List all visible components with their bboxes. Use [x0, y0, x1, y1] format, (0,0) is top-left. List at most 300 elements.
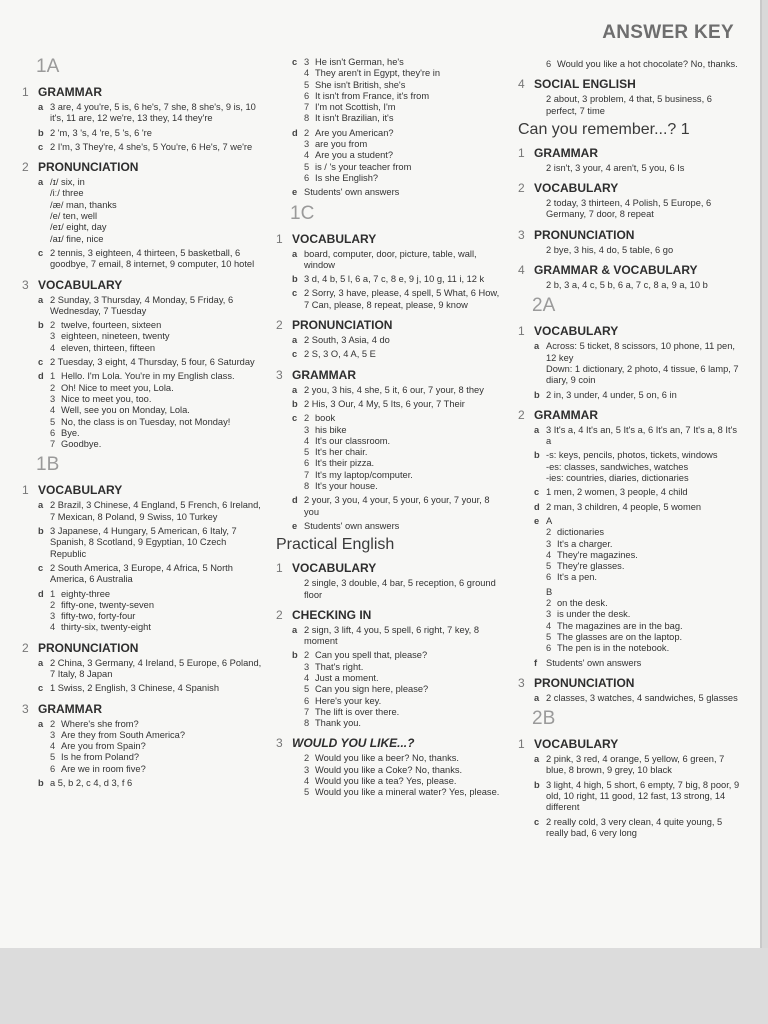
item-body: [304, 625, 506, 648]
answer-text: 2 pink, 3 red, 4 orange, 5 yellow, 6 green, 7 blue, 8 brown, 9 grey, 10 black: [546, 754, 725, 776]
item-body: [304, 385, 506, 396]
answer-text: 2 S, 3 O, 4 A, 5 E: [304, 349, 376, 360]
answer-number: 5: [546, 631, 552, 642]
answer-text: 2 Brazil, 3 Chinese, 4 England, 5 French, 6 Ireland, 7 Mexican, 8 Poland, 9 Swiss, 10 Turkey: [50, 500, 261, 522]
column-2: [276, 55, 506, 802]
exercise-title: [518, 146, 743, 160]
answer-item: [534, 693, 743, 704]
column-1: [22, 52, 262, 792]
answer-item: [534, 487, 743, 498]
exercise-section: [276, 736, 506, 798]
answer-text: 2 South America, 3 Europe, 4 Africa, 5 North America, 6 Australia: [50, 562, 233, 585]
item-letter: d: [292, 495, 298, 506]
answer-text: board, computer, door, picture, table, wall, window: [304, 248, 477, 270]
exercise-title-text: VOCABULARY: [38, 483, 123, 498]
answer-number: 1: [50, 371, 56, 382]
exercise-number: 2: [22, 160, 29, 175]
answer-number: 5: [50, 416, 56, 427]
answer-number: 3: [304, 139, 310, 150]
item-body: [50, 357, 262, 368]
unit-heading: 1B: [36, 454, 60, 476]
answer-text: 3 Japanese, 4 Hungary, 5 American, 6 Italy, 7 Spanish, 8 Scotland, 9 Egyptian, 10 Czech Republic: [50, 526, 237, 559]
item-body: [546, 487, 743, 498]
numbered-answer: [304, 650, 506, 661]
answer-item: [38, 177, 262, 245]
item-letter: a: [38, 500, 44, 511]
answer-number: 5: [304, 79, 310, 90]
answer-text: Oh! Nice to meet you, Lola.: [61, 382, 174, 393]
answer-item: [38, 778, 262, 789]
section-group-heading: Can you remember...? 1: [518, 120, 690, 138]
answer-item: [292, 495, 506, 518]
answer-text: Bye.: [61, 427, 80, 438]
answer-line: /ɪ/ six, in: [50, 177, 85, 188]
exercise-section: [518, 228, 743, 256]
answer-text: on the desk.: [557, 598, 608, 609]
item-body: [50, 295, 262, 318]
answer-number: 7: [50, 439, 56, 450]
item-body: [546, 390, 743, 401]
item-body: [546, 163, 743, 174]
numbered-answer: [304, 139, 506, 150]
numbered-answer: [304, 102, 506, 113]
exercise-section: [22, 160, 262, 270]
answer-text: 2 Sorry, 3 have, please, 4 spell, 5 What, 6 How, 7 Can, please, 8 repeat, please, 9 know: [304, 288, 500, 310]
answer-item: [38, 128, 262, 139]
answer-number: 5: [546, 561, 552, 572]
exercise-section: [518, 181, 743, 221]
exercise-title: [276, 232, 506, 246]
exercise-number: 3: [22, 277, 29, 292]
answer-item: [534, 502, 743, 513]
answer-number: 2: [304, 753, 310, 764]
answer-number: 3: [50, 611, 56, 622]
item-letter: f: [534, 657, 538, 668]
answer-number: 2: [50, 320, 56, 331]
answer-text: 2 about, 3 problem, 4 that, 5 business, 6 perfect, 7 time: [546, 94, 712, 116]
answer-line: -ies: countries, diaries, dictionaries: [546, 473, 689, 484]
answer-text: It's her chair.: [315, 447, 368, 458]
numbered-answer: [304, 696, 506, 707]
answer-number: 2: [304, 413, 310, 424]
numbered-answer: [50, 752, 262, 763]
numbered-answer: [50, 730, 262, 741]
answer-line: -s: keys, pencils, photos, tickets, windows: [546, 450, 718, 461]
answer-number: 3: [50, 331, 56, 342]
answer-line: A: [546, 515, 553, 526]
answer-item: [534, 425, 743, 448]
exercise-title: [518, 181, 743, 195]
page-title: ANSWER KEY: [602, 22, 734, 43]
numbered-answer: [304, 765, 506, 776]
item-body: [50, 102, 262, 125]
item-letter: b: [534, 389, 540, 400]
item-letter: c: [292, 349, 298, 360]
answer-text: That's right.: [315, 661, 364, 672]
answer-item: [38, 102, 262, 125]
answer-item: [534, 341, 743, 386]
answer-number: 6: [50, 427, 56, 438]
answer-number: 6: [304, 458, 310, 469]
answer-text: The magazines are in the bag.: [557, 620, 683, 631]
answer-item: [38, 320, 262, 354]
answer-item: [38, 526, 262, 560]
answer-number: 6: [50, 763, 56, 774]
numbered-answer: [304, 684, 506, 695]
exercise-title: [518, 676, 743, 690]
answer-item: [292, 578, 506, 601]
answer-text: 2 really cold, 3 very clean, 4 quite young, 5 really bad, 6 very long: [546, 816, 723, 838]
answer-text: The glasses are on the laptop.: [557, 631, 683, 642]
exercise-title: [276, 561, 506, 575]
numbered-answer: [546, 539, 743, 550]
item-letter: [534, 245, 546, 256]
answer-text: Are you American?: [315, 127, 394, 138]
numbered-answer: [546, 609, 743, 620]
answer-line: /æ/ man, thanks: [50, 199, 117, 210]
answer-text: Well, see you on Monday, Lola.: [61, 405, 190, 416]
answer-item: [292, 650, 506, 729]
answer-item: [292, 274, 506, 285]
answer-text: Would you like a Coke? No, thanks.: [315, 764, 463, 775]
answer-text: Here's your key.: [315, 695, 382, 706]
answer-text: Nice to meet you, too.: [61, 393, 152, 404]
item-body: [304, 288, 506, 311]
exercise-title-text: PRONUNCIATION: [534, 675, 635, 690]
answer-text: It's a pen.: [557, 572, 598, 583]
item-body: [50, 778, 262, 789]
answer-item: [292, 521, 506, 532]
answer-item: [38, 142, 262, 153]
item-letter: d: [534, 501, 540, 512]
numbered-answer: [304, 470, 506, 481]
item-letter: b: [38, 778, 44, 789]
answer-text: 2 today, 3 thirteen, 4 Polish, 5 Europe, 6 Germany, 7 door, 8 repeat: [546, 198, 712, 220]
answer-line: Across: 5 ticket, 8 scissors, 10 phone, 11 pen, 12 key: [546, 341, 735, 363]
answer-item: [38, 357, 262, 368]
numbered-answer: [304, 128, 506, 139]
answer-text: 2 tennis, 3 eighteen, 4 thirteen, 5 basketball, 6 goodbye, 7 email, 8 internet, 9 computer, 10 hotel: [50, 247, 255, 270]
answer-text: Is he from Poland?: [61, 752, 140, 763]
exercise-number: 1: [276, 561, 283, 576]
exercise-title: [22, 641, 262, 655]
exercise-title-text: VOCABULARY: [38, 277, 123, 292]
exercise-section: [276, 57, 506, 199]
exercise-section: [22, 85, 262, 153]
exercise-title-text: GRAMMAR: [534, 407, 598, 422]
answer-text: Where's she from?: [61, 718, 139, 729]
numbered-answer: [304, 447, 506, 458]
answer-text: Is she English?: [315, 172, 379, 183]
answer-text: Students' own answers: [304, 520, 400, 531]
answer-item: [534, 163, 743, 174]
exercise-title-text: VOCABULARY: [534, 737, 619, 752]
numbered-answer: [546, 643, 743, 654]
item-letter: [534, 280, 546, 291]
answer-text: It isn't Brazilian, it's: [315, 113, 394, 124]
exercise-number: 1: [276, 231, 283, 246]
exercise-title-text: PRONUNCIATION: [38, 640, 139, 655]
exercise-title-text: SOCIAL ENGLISH: [534, 77, 636, 92]
answer-item: [292, 349, 506, 360]
exercise-title-text: CHECKING IN: [292, 607, 372, 622]
answer-text: 2 you, 3 his, 4 she, 5 it, 6 our, 7 your, 8 they: [304, 384, 484, 395]
answer-number: 6: [546, 572, 552, 583]
answer-number: 3: [304, 764, 310, 775]
exercise-title: [276, 736, 506, 750]
numbered-answer: [50, 719, 262, 730]
item-body: [546, 450, 743, 484]
exercise-number: 1: [518, 324, 525, 339]
item-letter: b: [38, 526, 44, 537]
exercise-title: [22, 702, 262, 716]
answer-text: It's our classroom.: [315, 435, 391, 446]
item-body: [50, 371, 262, 450]
item-body: [50, 177, 262, 245]
answer-item: [534, 94, 743, 117]
exercise-section: [276, 608, 506, 730]
item-body: [546, 817, 743, 840]
exercise-title: [518, 263, 743, 277]
exercise-title-text: PRONUNCIATION: [292, 318, 393, 333]
exercise-section: [518, 59, 743, 70]
numbered-answer: [546, 621, 743, 632]
numbered-answer: [50, 383, 262, 394]
numbered-answer: [50, 405, 262, 416]
numbered-answer: [50, 371, 262, 382]
exercise-section: [518, 737, 743, 839]
answer-number: 2: [304, 650, 310, 661]
numbered-answer: [304, 413, 506, 424]
answer-item: [292, 128, 506, 184]
numbered-answer: [304, 787, 506, 798]
item-letter: b: [292, 650, 298, 661]
answer-item: [292, 335, 506, 346]
answer-number: 2: [546, 527, 552, 538]
answer-text: They aren't in Egypt, they're in: [315, 68, 440, 79]
exercise-section: [22, 641, 262, 695]
exercise-title: [518, 408, 743, 422]
item-letter: a: [534, 341, 540, 352]
exercise-section: [518, 263, 743, 291]
answer-item: [38, 371, 262, 450]
exercise-title-text: WOULD YOU LIKE...?: [292, 736, 415, 751]
exercise-title-text: VOCABULARY: [292, 231, 377, 246]
answer-text: dictionaries: [557, 527, 605, 538]
answer-number: 6: [546, 643, 552, 654]
item-body: [304, 128, 506, 184]
item-letter: c: [38, 562, 44, 573]
answer-number: 6: [304, 172, 310, 183]
answer-line: /iː/ three: [50, 188, 84, 199]
item-body: [50, 500, 262, 523]
numbered-answer: [304, 662, 506, 673]
answer-text: fifty-two, forty-four: [61, 611, 136, 622]
exercise-title-text: VOCABULARY: [534, 181, 619, 196]
answer-number: 5: [304, 447, 310, 458]
exercise-title: [276, 608, 506, 622]
exercise-number: 1: [22, 85, 29, 99]
item-letter: b: [292, 274, 298, 285]
item-body: [546, 94, 743, 117]
item-body: [50, 320, 262, 354]
item-body: [304, 274, 506, 285]
item-letter: d: [38, 588, 44, 599]
answer-item: [534, 450, 743, 484]
answer-text: are you from: [315, 139, 368, 150]
answer-text: The lift is over there.: [315, 706, 400, 717]
answer-item: [292, 57, 506, 125]
answer-item: [292, 413, 506, 492]
answer-number: 5: [50, 752, 56, 763]
answer-text: Just a moment.: [315, 672, 379, 683]
item-body: [304, 753, 506, 798]
item-letter: [292, 753, 304, 798]
item-letter: a: [38, 177, 44, 188]
answer-text: 2 b, 3 a, 4 c, 5 b, 6 a, 7 c, 8 a, 9 a, 10 b: [546, 280, 708, 291]
answer-number: 7: [304, 706, 310, 717]
item-letter: a: [534, 692, 540, 703]
unit-heading: 1C: [290, 202, 315, 224]
item-body: [546, 658, 743, 669]
answer-text: It's a charger.: [557, 538, 613, 549]
answer-text: Students' own answers: [304, 187, 400, 198]
answer-number: 3: [304, 57, 310, 67]
item-body: [546, 341, 743, 386]
item-letter: a: [534, 754, 540, 765]
item-body: [546, 780, 743, 814]
item-letter: [534, 198, 546, 221]
exercise-title: [276, 318, 506, 332]
answer-text: Students' own answers: [546, 657, 642, 668]
numbered-answer: [304, 718, 506, 729]
item-letter: a: [292, 624, 298, 635]
item-letter: b: [534, 779, 540, 790]
unit-heading: 2B: [532, 708, 556, 730]
answer-text: 2 Sunday, 3 Thursday, 4 Monday, 5 Friday, 6 Wednesday, 7 Tuesday: [50, 294, 234, 316]
answer-number: 2: [50, 599, 56, 610]
exercise-title: [518, 737, 743, 751]
answer-text: 2 isn't, 3 your, 4 aren't, 5 you, 6 Is: [546, 162, 685, 173]
answer-text: It isn't from France, it's from: [315, 90, 430, 101]
answer-item: [292, 249, 506, 272]
answer-number: 7: [304, 469, 310, 480]
numbered-answer: [304, 776, 506, 787]
item-letter: a: [38, 102, 44, 112]
answer-line: /aɪ/ fine, nice: [50, 233, 104, 244]
numbered-answer: [546, 59, 743, 70]
answer-text: Are they from South America?: [61, 729, 186, 740]
answer-text: Would you like a hot chocolate? No, thanks.: [557, 59, 738, 69]
numbered-answer: [50, 764, 262, 775]
numbered-answer: [304, 68, 506, 79]
item-letter: c: [38, 683, 44, 694]
answer-text: is under the desk.: [557, 609, 631, 620]
item-letter: [534, 59, 546, 70]
exercise-number: 3: [518, 227, 525, 242]
answer-number: 4: [304, 776, 310, 787]
item-body: [546, 198, 743, 221]
column-3: [518, 57, 743, 842]
answer-text: 1 Swiss, 2 English, 3 Chinese, 4 Spanish: [50, 683, 219, 694]
answer-item: [534, 198, 743, 221]
answer-text: Would you like a mineral water? Yes, please.: [315, 787, 500, 798]
answer-number: 3: [304, 424, 310, 435]
answer-line: Down: 1 dictionary, 2 photo, 4 tissue, 6 lamp, 7 diary, 9 coin: [546, 363, 739, 386]
numbered-answer: [304, 458, 506, 469]
item-letter: b: [38, 320, 44, 331]
item-body: [546, 754, 743, 777]
answer-text: thirty-six, twenty-eight: [61, 622, 151, 633]
answer-text: The pen is in the notebook.: [557, 643, 670, 654]
item-body: [546, 59, 743, 70]
item-body: [546, 502, 743, 513]
exercise-section: [518, 324, 743, 400]
answer-item: [534, 245, 743, 256]
item-letter: a: [292, 248, 298, 259]
answer-number: 8: [304, 718, 310, 729]
answer-text: Thank you.: [315, 718, 361, 729]
item-body: [50, 128, 262, 139]
item-body: [304, 399, 506, 410]
answer-number: 4: [50, 405, 56, 416]
item-body: [50, 719, 262, 775]
answer-text: It's their pizza.: [315, 458, 375, 469]
answer-number: 4: [304, 150, 310, 161]
item-body: [304, 413, 506, 492]
answer-item: [534, 817, 743, 840]
answer-line: B: [546, 586, 553, 597]
scan-background: [0, 948, 768, 1024]
answer-item: [38, 248, 262, 271]
exercise-title: [22, 160, 262, 174]
answer-text: 2 classes, 3 watches, 4 sandwiches, 5 glasses: [546, 692, 738, 703]
numbered-answer: [50, 394, 262, 405]
answer-item: [292, 187, 506, 198]
item-body: [304, 335, 506, 346]
answer-text: is / 's your teacher from: [315, 161, 412, 172]
item-letter: b: [534, 450, 540, 461]
answer-text: eighty-three: [61, 588, 111, 599]
numbered-answer: [304, 91, 506, 102]
answer-item: [534, 658, 743, 669]
item-letter: c: [38, 357, 44, 368]
answer-text: book: [315, 413, 336, 424]
item-body: [50, 589, 262, 634]
numbered-answer: [304, 162, 506, 173]
item-letter: b: [38, 127, 44, 138]
answer-text: 2 your, 3 you, 4 your, 5 your, 6 your, 7 your, 8 you: [304, 495, 490, 517]
item-body: [546, 280, 743, 291]
exercise-title: [518, 228, 743, 242]
item-body: [304, 249, 506, 272]
answer-text: They're magazines.: [557, 549, 638, 560]
exercise-title-text: GRAMMAR & VOCABULARY: [534, 263, 698, 278]
numbered-answer: [50, 600, 262, 611]
item-body: [304, 57, 506, 125]
item-letter: a: [38, 718, 44, 729]
item-body: [546, 587, 743, 655]
answer-item: [534, 587, 743, 655]
answer-number: 7: [304, 102, 310, 113]
exercise-title-text: GRAMMAR: [292, 367, 356, 382]
item-body: [50, 142, 262, 153]
answer-number: 4: [546, 620, 552, 631]
answer-number: 4: [546, 549, 552, 560]
answer-line: -es: classes, sandwiches, watches: [546, 461, 689, 472]
item-body: [50, 248, 262, 271]
numbered-answer: [50, 428, 262, 439]
